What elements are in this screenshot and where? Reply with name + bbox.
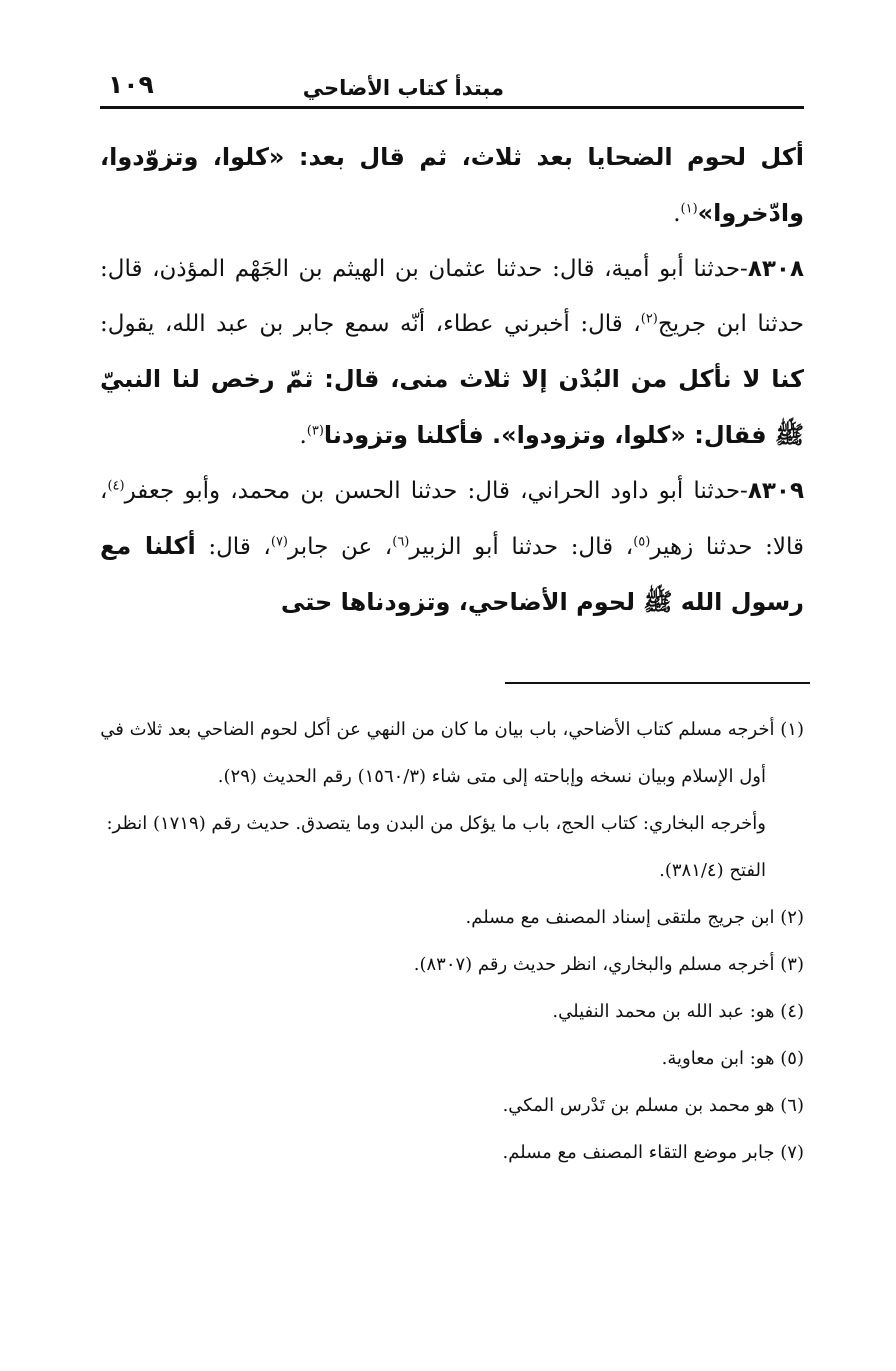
- hadith-8309-text-a: -حدثنا أبو داود الحراني، قال: حدثنا الحسن بن محمد، وأبو جعفر: [124, 478, 748, 504]
- running-title: مبتدأ كتاب الأضاحي: [302, 76, 504, 100]
- intro-bold-text: أكل لحوم الضحايا بعد ثلاث، ثم قال بعد: «كلوا، وتزوّدوا، وادّخروا»: [100, 143, 804, 227]
- footnote-separator: [505, 682, 810, 684]
- footnote-1: (١) أخرجه مسلم كتاب الأضاحي، باب بيان ما كان من النهي عن أكل لحوم الضاحي بعد ثلاث في أول الإسلام وبيان نسخه وإباحته إلى متى شاء (١٥٦٠/٣) رقم الحديث (٢٩).: [100, 719, 804, 787]
- footnote-ref-6: (٦): [392, 534, 410, 550]
- intro-paragraph: [100, 130, 804, 242]
- hadith-8309-text-d: ، عن جابر: [288, 534, 393, 560]
- footnote-4: (٤) هو: عبد الله بن محمد النفيلي.: [552, 1001, 804, 1022]
- hadith-number-8308: ٨٣٠٨: [747, 256, 804, 282]
- page-header: [100, 66, 804, 109]
- hadith-8308: [100, 242, 804, 464]
- footnote-5: (٥) هو: ابن معاوية.: [661, 1048, 804, 1069]
- hadith-8309: [100, 464, 804, 631]
- footnote-ref-4: (٤): [107, 478, 125, 494]
- hadith-8309-bold: أكلنا مع رسول الله ﷺ لحوم الأضاحي، وتزودناها حتى: [100, 532, 804, 616]
- hadith-8308-text-b: ، قال: أخبرني عطاء، أنّه سمع جابر بن عبد الله، يقول:: [100, 311, 641, 337]
- main-text: [100, 130, 804, 631]
- hadith-8309-text-c: ، قال: حدثنا أبو الزبير: [409, 534, 634, 560]
- hadith-8309-text-b: ، قالا: حدثنا زهير: [100, 478, 804, 560]
- footnote-ref-3: (٣): [306, 423, 324, 439]
- footnote-ref-1: (١): [680, 201, 698, 217]
- hadith-8308-end: .: [299, 423, 307, 449]
- hadith-number-8309: ٨٣٠٩: [747, 478, 804, 504]
- footnote-1-continued: وأخرجه البخاري: كتاب الحج، باب ما يؤكل من البدن وما يتصدق. حديث رقم (١٧١٩) انظر: الفتح (٣٨١/٤).: [106, 813, 766, 881]
- footnote-7: (٧) جابر موضع التقاء المصنف مع مسلم.: [502, 1142, 804, 1163]
- page-number: ١٠٩: [108, 70, 154, 99]
- footnote-ref-7: (٧): [270, 534, 288, 550]
- footnote-ref-2: (٢): [640, 311, 658, 327]
- hadith-8308-bold: كنا لا نأكل من البُدْن إلا ثلاث منى، قال: ثمّ رخص لنا النبيّ ﷺ فقال: «كلوا، وتزودوا». فأكلنا وتزودنا: [100, 365, 804, 449]
- footnote-ref-5: (٥): [633, 534, 651, 550]
- footnote-2: (٢) ابن جريج ملتقى إسناد المصنف مع مسلم.: [465, 907, 804, 928]
- footnote-3: (٣) أخرجه مسلم والبخاري، انظر حديث رقم (٨٣٠٧).: [413, 954, 804, 975]
- footnotes: [100, 706, 804, 1176]
- hadith-8308-text-a: -حدثنا أبو أمية، قال: حدثنا عثمان بن الهيثم بن الجَهْم المؤذن، قال: حدثنا ابن جريج: [100, 256, 805, 337]
- footnote-6: (٦) هو محمد بن مسلم بن تَدْرس المكي.: [502, 1095, 804, 1116]
- intro-end: .: [673, 201, 681, 227]
- hadith-8309-text-e: ، قال:: [195, 534, 271, 560]
